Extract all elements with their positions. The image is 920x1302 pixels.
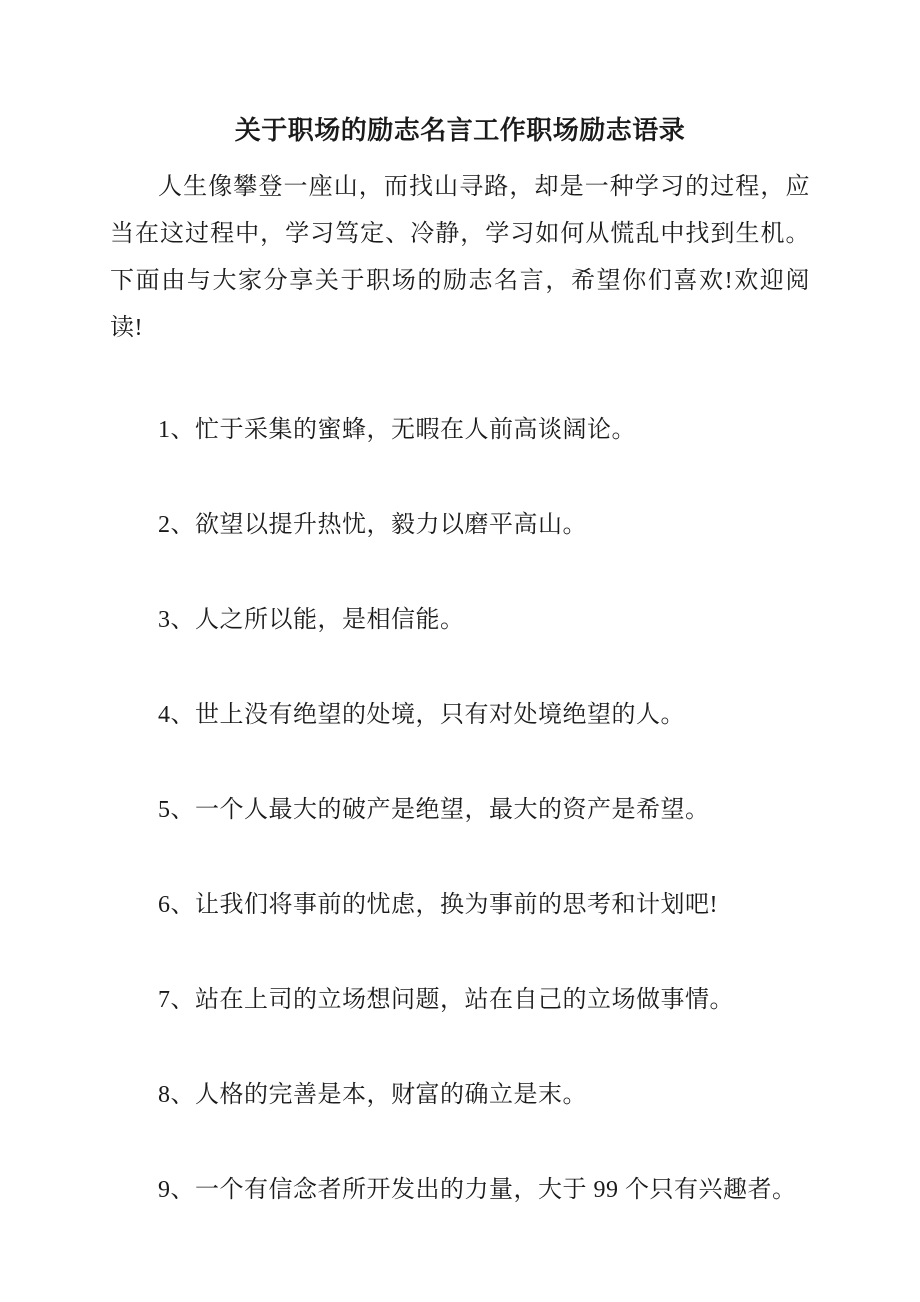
quote-item-4: 4、世上没有绝望的处境，只有对处境绝望的人。 [158, 702, 685, 728]
quote-item-9: 9、一个有信念者所开发出的力量，大于 99 个只有兴趣者。 [158, 1177, 797, 1203]
quote-item-6: 6、让我们将事前的忧虑，换为事前的思考和计划吧! [158, 892, 718, 918]
quote-item-2: 2、欲望以提升热忧，毅力以磨平高山。 [158, 512, 587, 538]
quote-item-1: 1、忙于采集的蜜蜂，无暇在人前高谈阔论。 [158, 417, 636, 443]
quote-item-3: 3、人之所以能，是相信能。 [158, 607, 465, 633]
quote-item-5: 5、一个人最大的破产是绝望，最大的资产是希望。 [158, 797, 710, 823]
intro-paragraph: 人生像攀登一座山，而找山寻路，却是一种学习的过程，应当在这过程中，学习笃定、冷静，学习如何从慌乱中找到生机。下面由与大家分享关于职场的励志名言，希望你们喜欢!欢迎阅读! [110, 174, 810, 341]
document-title: 关于职场的励志名言工作职场励志语录 [234, 116, 686, 145]
quote-list [110, 407, 810, 1214]
quote-item-7: 7、站在上司的立场想问题，站在自己的立场做事情。 [158, 987, 734, 1013]
quote-item-8: 8、人格的完善是本，财富的确立是末。 [158, 1082, 587, 1108]
